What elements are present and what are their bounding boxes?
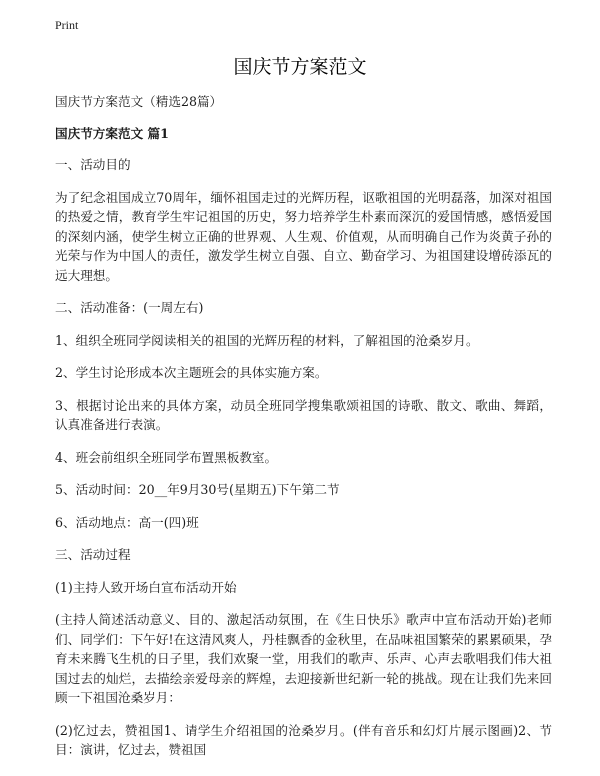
process-step-1-detail: (主持人简述活动意义、目的、激起活动氛围，在《生日快乐》歌声中宣布活动开始)老师们、同学们：下午好!在这清风爽人，丹桂飘香的金秋里，在品味祖国繁荣的累累硕果，孕育未来腾飞生机的日子里，我们欢聚一堂，用我们的歌声、乐声、心声去歌唱我们伟大祖国过去的灿烂，去描绘亲爱母亲的辉煌，去迎接新世纪新一轮的挑战。现在让我们先来回顾一下祖国沧桑岁月： — [55, 612, 552, 705]
process-step-2: (2)忆过去，赞祖国1、请学生介绍祖国的沧桑岁月。(伴有音乐和幻灯片展示图画)2、节目：演讲，忆过去，赞祖国 — [55, 722, 552, 757]
heading-purpose: 一、活动目的 — [55, 157, 131, 172]
prep-item-5: 5、活动时间：20__年9月30号(星期五)下午第二节 — [55, 482, 340, 497]
document-title: 国庆节方案范文 — [233, 56, 367, 78]
print-link[interactable]: Print — [55, 18, 79, 32]
section-heading: 国庆节方案范文 篇1 — [55, 125, 169, 141]
prep-item-2: 2、学生讨论形成本次主题班会的具体实施方案。 — [55, 365, 328, 380]
prep-item-4: 4、班会前组织全班同学布置黑板教室。 — [55, 449, 278, 465]
prep-item-3: 3、根据讨论出来的具体方案，动员全班同学搜集歌颂祖国的诗歌、散文、歌曲、舞蹈，认真准备进行表演。 — [55, 397, 552, 432]
prep-item-1: 1、组织全班同学阅读相关的祖国的光辉历程的材料，了解祖国的沧桑岁月。 — [55, 332, 479, 348]
document-body — [55, 92, 552, 773]
prep-item-6: 6、活动地点：高一(四)班 — [55, 514, 199, 530]
document-subtitle: 国庆节方案范文（精选28篇） — [55, 94, 223, 109]
paragraph-purpose: 为了纪念祖国成立70周年，缅怀祖国走过的光辉历程，讴歌祖国的光明磊落，加深对祖国的热爱之情，教育学生牢记祖国的历史，努力培养学生朴素而深沉的爱国情感，感悟爱国的深刻内涵，使学生树立正确的世界观、人生观、价值观，从而明确自己作为炎黄子孙的光荣与作为中国人的责任，激发学生树立自强、自立、勤奋学习、为祖国建设增砖添瓦的远大理想。 — [55, 189, 552, 283]
process-step-1: (1)主持人致开场白宣布活动开始 — [55, 579, 237, 595]
heading-process: 三、活动过程 — [55, 547, 131, 562]
heading-preparation: 二、活动准备：(一周左右) — [55, 300, 204, 315]
